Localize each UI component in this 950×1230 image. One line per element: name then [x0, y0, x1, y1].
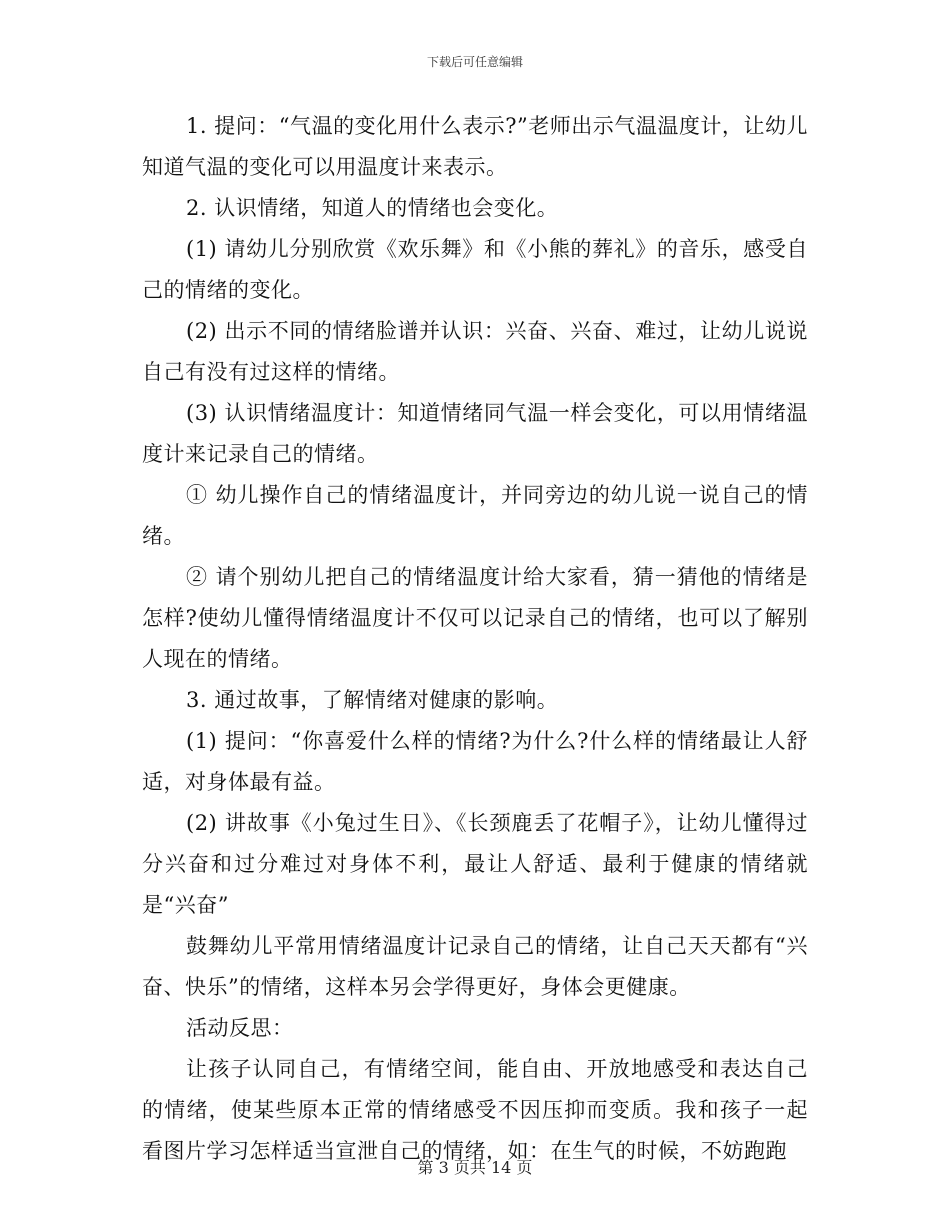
paragraph-6: ① 幼儿操作自己的情绪温度计，并同旁边的幼儿说一说自己的情绪。	[142, 483, 808, 548]
document-body	[142, 106, 808, 1172]
page-header: 下载后可任意编辑	[426, 55, 523, 69]
paragraph-11: 鼓舞幼儿平常用情绪温度计记录自己的情绪，让自己天天都有“兴奋、快乐”的情绪，这样本另会学得更好，身体会更健康。	[142, 934, 808, 999]
paragraph-9: (1) 提问：“你喜爱什么样的情绪?为什么?什么样的情绪最让人舒适，对身体最有益。	[142, 729, 808, 794]
page-footer: 第 3 页共 14 页	[417, 1158, 533, 1177]
paragraph-3: (1) 请幼儿分别欣赏《欢乐舞》和《小熊的葬礼》的音乐，感受自己的情绪的变化。	[142, 237, 808, 302]
paragraph-4: (2) 出示不同的情绪脸谱并认识：兴奋、兴奋、难过，让幼儿说说自己有没有过这样的情绪。	[142, 319, 808, 384]
paragraph-1: 1. 提问：“气温的变化用什么表示?”老师出示气温温度计，让幼儿知道气温的变化可以用温度计来表示。	[142, 114, 808, 179]
paragraph-7: ② 请个别幼儿把自己的情绪温度计给大家看，猜一猜他的情绪是怎样?使幼儿懂得情绪温度计不仅可以记录自己的情绪，也可以了解别人现在的情绪。	[142, 565, 808, 671]
paragraph-2: 2. 认识情绪，知道人的情绪也会变化。	[186, 196, 559, 220]
paragraph-5: (3) 认识情绪温度计：知道情绪同气温一样会变化，可以用情绪温度计来记录自己的情绪。	[142, 401, 808, 466]
paragraph-10: (2) 讲故事《小兔过生日》、《长颈鹿丢了花帽子》，让幼儿懂得过分兴奋和过分难过对身体不利，最让人舒适、最利于健康的情绪就是“兴奋”	[142, 811, 808, 917]
paragraph-13: 让孩子认同自己，有情绪空间，能自由、开放地感受和表达自己的情绪，使某些原本正常的情绪感受不因压抑而变质。我和孩子一起看图片学习怎样适当宣泄自己的情绪，如：在生气的时候，不妨跑跑	[142, 1057, 808, 1163]
paragraph-12: 活动反思：	[186, 1016, 294, 1040]
paragraph-8: 3. 通过故事，了解情绪对健康的影响。	[186, 688, 559, 712]
